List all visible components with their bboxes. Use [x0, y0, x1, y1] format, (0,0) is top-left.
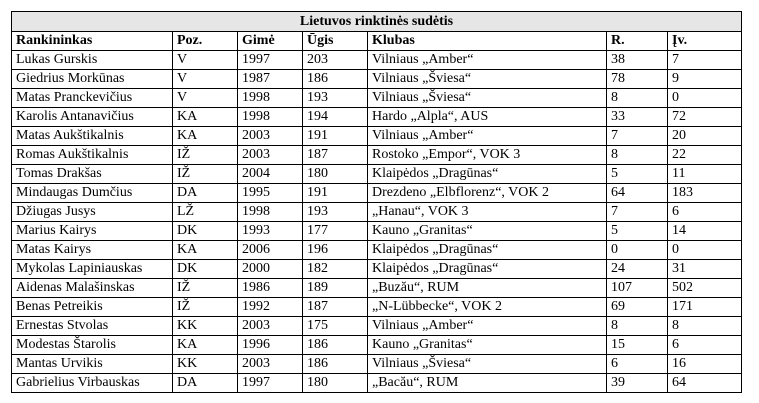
- table-row: [12, 317, 742, 336]
- cell-goals: 0: [668, 241, 742, 260]
- cell-goals: 22: [668, 146, 742, 165]
- cell-club: Rostoko „Empor“, VOK 3: [368, 146, 607, 165]
- cell-goals: 64: [668, 374, 742, 393]
- cell-born: 1986: [238, 279, 303, 298]
- cell-position: IŽ: [173, 165, 238, 184]
- table-row: [12, 127, 742, 146]
- table-row: [12, 222, 742, 241]
- cell-height: 180: [303, 165, 368, 184]
- cell-player: Tomas Drakšas: [12, 165, 173, 184]
- cell-goals: 31: [668, 260, 742, 279]
- cell-goals: 8: [668, 317, 742, 336]
- table-row: [12, 70, 742, 89]
- cell-games: 8: [607, 146, 668, 165]
- cell-player: Giedrius Morkūnas: [12, 70, 173, 89]
- cell-player: Karolis Antanavičius: [12, 108, 173, 127]
- cell-player: Matas Kairys: [12, 241, 173, 260]
- cell-club: Vilniaus „Šviesa“: [368, 70, 607, 89]
- roster-table: [11, 11, 742, 393]
- cell-position: KA: [173, 241, 238, 260]
- cell-goals: 16: [668, 355, 742, 374]
- header-height: Ūgis: [303, 32, 368, 51]
- header-player: Rankininkas: [12, 32, 173, 51]
- cell-height: 175: [303, 317, 368, 336]
- table-header-row: [12, 32, 742, 51]
- cell-games: 107: [607, 279, 668, 298]
- cell-position: LŽ: [173, 203, 238, 222]
- cell-club: Klaipėdos „Dragūnas“: [368, 165, 607, 184]
- cell-position: IŽ: [173, 146, 238, 165]
- cell-goals: 20: [668, 127, 742, 146]
- cell-games: 78: [607, 70, 668, 89]
- cell-goals: 6: [668, 336, 742, 355]
- table-row: [12, 298, 742, 317]
- header-position: Poz.: [173, 32, 238, 51]
- cell-player: Gabrielius Virbauskas: [12, 374, 173, 393]
- cell-height: 177: [303, 222, 368, 241]
- cell-goals: 7: [668, 51, 742, 70]
- table-row: [12, 336, 742, 355]
- cell-club: Kauno „Granitas“: [368, 222, 607, 241]
- cell-club: „Hanau“, VOK 3: [368, 203, 607, 222]
- header-born: Gimė: [238, 32, 303, 51]
- cell-club: „N-Lübbecke“, VOK 2: [368, 298, 607, 317]
- cell-player: Lukas Gurskis: [12, 51, 173, 70]
- cell-born: 1995: [238, 184, 303, 203]
- cell-games: 5: [607, 165, 668, 184]
- cell-height: 191: [303, 184, 368, 203]
- table-title: Lietuvos rinktinės sudėtis: [12, 12, 742, 32]
- cell-player: Matas Pranckevičius: [12, 89, 173, 108]
- cell-games: 7: [607, 127, 668, 146]
- table-row: [12, 241, 742, 260]
- cell-club: Kauno „Granitas“: [368, 336, 607, 355]
- cell-club: Drezdeno „Elbflorenz“, VOK 2: [368, 184, 607, 203]
- cell-position: DA: [173, 374, 238, 393]
- cell-player: Romas Aukštikalnis: [12, 146, 173, 165]
- cell-born: 1998: [238, 108, 303, 127]
- header-club: Klubas: [368, 32, 607, 51]
- cell-games: 0: [607, 241, 668, 260]
- cell-height: 186: [303, 336, 368, 355]
- cell-height: 193: [303, 203, 368, 222]
- cell-games: 6: [607, 355, 668, 374]
- cell-height: 187: [303, 298, 368, 317]
- cell-player: Matas Aukštikalnis: [12, 127, 173, 146]
- cell-club: Vilniaus „Šviesa“: [368, 355, 607, 374]
- cell-born: 1997: [238, 374, 303, 393]
- cell-born: 1998: [238, 203, 303, 222]
- cell-goals: 72: [668, 108, 742, 127]
- cell-born: 2000: [238, 260, 303, 279]
- table-row: [12, 165, 742, 184]
- cell-height: 189: [303, 279, 368, 298]
- cell-born: 2004: [238, 165, 303, 184]
- cell-height: 180: [303, 374, 368, 393]
- cell-height: 182: [303, 260, 368, 279]
- roster-table-container: [11, 11, 742, 393]
- cell-goals: 183: [668, 184, 742, 203]
- cell-games: 64: [607, 184, 668, 203]
- cell-player: Mindaugas Dumčius: [12, 184, 173, 203]
- cell-goals: 14: [668, 222, 742, 241]
- cell-position: IŽ: [173, 279, 238, 298]
- table-row: [12, 279, 742, 298]
- cell-player: Mantas Urvikis: [12, 355, 173, 374]
- cell-position: IŽ: [173, 298, 238, 317]
- cell-player: Ernestas Stvolas: [12, 317, 173, 336]
- table-row: [12, 260, 742, 279]
- table-row: [12, 89, 742, 108]
- cell-club: Klaipėdos „Dragūnas“: [368, 241, 607, 260]
- cell-position: DA: [173, 184, 238, 203]
- cell-goals: 11: [668, 165, 742, 184]
- cell-position: V: [173, 51, 238, 70]
- cell-games: 38: [607, 51, 668, 70]
- cell-born: 2003: [238, 127, 303, 146]
- cell-height: 196: [303, 241, 368, 260]
- cell-height: 187: [303, 146, 368, 165]
- cell-games: 24: [607, 260, 668, 279]
- cell-position: DK: [173, 260, 238, 279]
- cell-games: 8: [607, 317, 668, 336]
- cell-height: 194: [303, 108, 368, 127]
- cell-position: KA: [173, 336, 238, 355]
- cell-player: Benas Petreikis: [12, 298, 173, 317]
- cell-position: KA: [173, 127, 238, 146]
- cell-club: Vilniaus „Amber“: [368, 51, 607, 70]
- cell-club: Vilniaus „Amber“: [368, 127, 607, 146]
- cell-player: Marius Kairys: [12, 222, 173, 241]
- cell-games: 39: [607, 374, 668, 393]
- cell-position: KA: [173, 108, 238, 127]
- cell-position: KK: [173, 317, 238, 336]
- cell-height: 193: [303, 89, 368, 108]
- cell-player: Modestas Štarolis: [12, 336, 173, 355]
- cell-position: KK: [173, 355, 238, 374]
- cell-club: „Buzău“, RUM: [368, 279, 607, 298]
- cell-club: „Bacău“, RUM: [368, 374, 607, 393]
- cell-games: 8: [607, 89, 668, 108]
- cell-born: 1992: [238, 298, 303, 317]
- cell-games: 33: [607, 108, 668, 127]
- cell-games: 15: [607, 336, 668, 355]
- cell-born: 2003: [238, 355, 303, 374]
- cell-player: Džiugas Jusys: [12, 203, 173, 222]
- cell-height: 191: [303, 127, 368, 146]
- cell-club: Hardo „Alpla“, AUS: [368, 108, 607, 127]
- cell-player: Aidenas Malašinskas: [12, 279, 173, 298]
- cell-games: 7: [607, 203, 668, 222]
- table-body: [12, 51, 742, 393]
- cell-height: 203: [303, 51, 368, 70]
- header-goals: Įv.: [668, 32, 742, 51]
- table-row: [12, 108, 742, 127]
- cell-born: 2003: [238, 146, 303, 165]
- cell-height: 186: [303, 70, 368, 89]
- table-row: [12, 355, 742, 374]
- header-games: R.: [607, 32, 668, 51]
- cell-player: Mykolas Lapiniauskas: [12, 260, 173, 279]
- table-row: [12, 51, 742, 70]
- cell-born: 1993: [238, 222, 303, 241]
- cell-goals: 0: [668, 89, 742, 108]
- cell-goals: 171: [668, 298, 742, 317]
- cell-club: Vilniaus „Amber“: [368, 317, 607, 336]
- cell-club: Vilniaus „Šviesa“: [368, 89, 607, 108]
- cell-games: 5: [607, 222, 668, 241]
- cell-height: 186: [303, 355, 368, 374]
- cell-position: DK: [173, 222, 238, 241]
- cell-born: 1997: [238, 51, 303, 70]
- cell-born: 1996: [238, 336, 303, 355]
- cell-games: 69: [607, 298, 668, 317]
- table-row: [12, 374, 742, 393]
- cell-born: 2003: [238, 317, 303, 336]
- table-row: [12, 184, 742, 203]
- cell-position: V: [173, 89, 238, 108]
- cell-goals: 9: [668, 70, 742, 89]
- cell-born: 1987: [238, 70, 303, 89]
- cell-club: Klaipėdos „Dragūnas“: [368, 260, 607, 279]
- cell-born: 1998: [238, 89, 303, 108]
- cell-position: V: [173, 70, 238, 89]
- table-row: [12, 203, 742, 222]
- table-title-row: [12, 12, 742, 32]
- cell-goals: 6: [668, 203, 742, 222]
- cell-goals: 502: [668, 279, 742, 298]
- cell-born: 2006: [238, 241, 303, 260]
- table-row: [12, 146, 742, 165]
